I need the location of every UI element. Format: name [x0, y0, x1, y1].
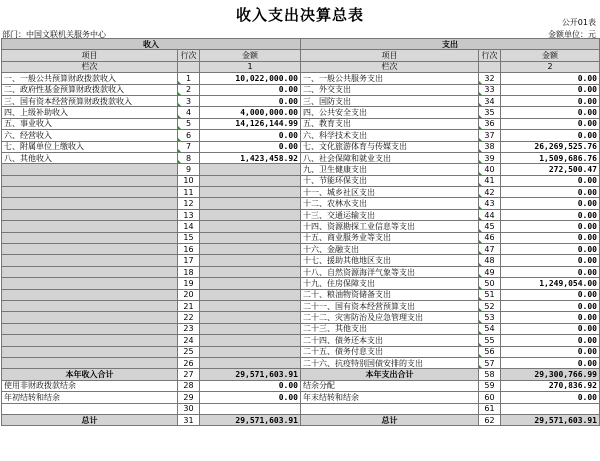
expense-column-blank: [479, 61, 501, 72]
income-row-number: 20: [178, 289, 200, 300]
expense-total-row-number: 62: [479, 414, 501, 425]
income-row-number: 26: [178, 357, 200, 368]
table-row: [2, 300, 600, 311]
table-row: [2, 141, 600, 152]
expense-total-item: 总计: [301, 414, 479, 425]
expense-item: 二、外交支出: [301, 84, 479, 95]
table-row: [2, 266, 600, 277]
income-row-number: 3: [178, 95, 200, 106]
income-item: [2, 300, 178, 311]
income-amount: [200, 346, 301, 357]
income-item: 七、附属单位上缴收入: [2, 141, 178, 152]
income-column-number: 1: [200, 61, 301, 72]
income-amount: [200, 187, 301, 198]
income-total-row-number: 27: [178, 369, 200, 380]
expense-amount: 0.00: [501, 335, 600, 346]
expense-amount: 0.00: [501, 357, 600, 368]
income-amount: 14,126,144.99: [200, 118, 301, 129]
expense-item: 二十三、其他支出: [301, 323, 479, 334]
expense-item: 一、一般公共服务支出: [301, 73, 479, 84]
expense-amount: 0.00: [501, 95, 600, 106]
expense-row-number: 39: [479, 152, 501, 163]
expense-amount: 1,249,054.00: [501, 278, 600, 289]
income-amount: [200, 198, 301, 209]
income-amount: 4,000,000.00: [200, 107, 301, 118]
total-row: [2, 369, 600, 380]
income-row-number: 16: [178, 244, 200, 255]
table-row: [2, 221, 600, 232]
income-amount: [200, 289, 301, 300]
expense-row-number: 53: [479, 312, 501, 323]
income-amount: [200, 164, 301, 175]
income-row-number: 15: [178, 232, 200, 243]
total-row: [2, 403, 600, 414]
income-total-row-number: 31: [178, 414, 200, 425]
expense-amount: 0.00: [501, 84, 600, 95]
income-total-item: [2, 403, 178, 414]
expense-total-item: 结余分配: [301, 380, 479, 391]
income-row-number: 14: [178, 221, 200, 232]
income-item: [2, 232, 178, 243]
expense-total-item: 本年支出合计: [301, 369, 479, 380]
table-row: [2, 73, 600, 84]
expense-amount: 0.00: [501, 323, 600, 334]
expense-item: 十四、资源勘探工业信息等支出: [301, 221, 479, 232]
expense-amount: 0.00: [501, 198, 600, 209]
expense-row-number: 33: [479, 84, 501, 95]
expense-amount: 0.00: [501, 300, 600, 311]
expense-item: 二十五、债务付息支出: [301, 346, 479, 357]
expense-row-number: 34: [479, 95, 501, 106]
expense-item: 十三、交通运输支出: [301, 209, 479, 220]
expense-item: 十五、商业服务业等支出: [301, 232, 479, 243]
income-amount: [200, 312, 301, 323]
income-item: 六、经营收入: [2, 130, 178, 141]
table-row: [2, 130, 600, 141]
expense-item: 五、教育支出: [301, 118, 479, 129]
table-row: [2, 232, 600, 243]
income-row-number: 13: [178, 209, 200, 220]
income-row-number: 12: [178, 198, 200, 209]
income-amount: [200, 244, 301, 255]
expense-row-header: 行次: [479, 50, 501, 61]
table-row: [2, 95, 600, 106]
expense-amount-header: 金额: [501, 50, 600, 61]
table-row: [2, 244, 600, 255]
income-total-row-number: 28: [178, 380, 200, 391]
income-total-amount: 0.00: [200, 392, 301, 403]
income-total-row-number: 29: [178, 392, 200, 403]
expense-amount: 0.00: [501, 289, 600, 300]
expense-row-number: 48: [479, 255, 501, 266]
expense-row-number: 42: [479, 187, 501, 198]
expense-item: 七、文化旅游体育与传媒支出: [301, 141, 479, 152]
income-row-number: 24: [178, 335, 200, 346]
expense-row-number: 56: [479, 346, 501, 357]
income-row-number: 23: [178, 323, 200, 334]
report-title: 收入支出决算总表: [235, 6, 364, 24]
income-amount: 10,022,000.00: [200, 73, 301, 84]
expense-total-item: [301, 403, 479, 414]
expense-amount: 0.00: [501, 73, 600, 84]
income-row-number: 8: [178, 152, 200, 163]
expense-row-number: 51: [479, 289, 501, 300]
income-total-amount: 29,571,603.91: [200, 414, 301, 425]
expense-item-header: 项目: [301, 50, 479, 61]
income-total-amount: 29,571,603.91: [200, 369, 301, 380]
expense-row-number: 43: [479, 198, 501, 209]
table-row: [2, 278, 600, 289]
expense-amount: 26,269,525.76: [501, 141, 600, 152]
income-item: [2, 335, 178, 346]
expense-total-amount: 270,836.92: [501, 380, 600, 391]
income-amount: [200, 175, 301, 186]
expense-item: 九、卫生健康支出: [301, 164, 479, 175]
expense-item: 十七、援助其他地区支出: [301, 255, 479, 266]
income-row-number: 22: [178, 312, 200, 323]
total-row: [2, 392, 600, 403]
income-amount: 1,423,458.92: [200, 152, 301, 163]
table-row: [2, 357, 600, 368]
income-column-label: 栏次: [2, 61, 178, 72]
income-row-number: 6: [178, 130, 200, 141]
income-item: [2, 323, 178, 334]
income-item: 二、政府性基金预算财政拨款收入: [2, 84, 178, 95]
expense-item: 二十、粮油物资储备支出: [301, 289, 479, 300]
income-row-number: 7: [178, 141, 200, 152]
expense-row-number: 45: [479, 221, 501, 232]
expense-amount: 0.00: [501, 175, 600, 186]
table-row: [2, 187, 600, 198]
expense-row-number: 57: [479, 357, 501, 368]
expense-row-number: 32: [479, 73, 501, 84]
income-amount: [200, 335, 301, 346]
income-row-number: 9: [178, 164, 200, 175]
expense-item: 十一、城乡社区支出: [301, 187, 479, 198]
income-item: [2, 221, 178, 232]
income-total-amount: 0.00: [200, 380, 301, 391]
expense-amount: 0.00: [501, 312, 600, 323]
income-row-number: 10: [178, 175, 200, 186]
expense-total-amount: 29,571,603.91: [501, 414, 600, 425]
income-expense-table: [1, 38, 600, 426]
expense-amount: 0.00: [501, 266, 600, 277]
expense-row-number: 36: [479, 118, 501, 129]
expense-item: 十九、住房保障支出: [301, 278, 479, 289]
expense-item: 二十四、债务还本支出: [301, 335, 479, 346]
income-item-header: 项目: [2, 50, 178, 61]
income-item: [2, 278, 178, 289]
income-amount: [200, 278, 301, 289]
expense-column-number: 2: [501, 61, 600, 72]
income-item: [2, 266, 178, 277]
income-item: [2, 175, 178, 186]
income-row-number: 25: [178, 346, 200, 357]
expense-total-amount: 29,300,766.99: [501, 369, 600, 380]
income-item: 三、国有资本经营预算财政拨款收入: [2, 95, 178, 106]
table-row: [2, 107, 600, 118]
expense-total-amount: 0.00: [501, 392, 600, 403]
expense-amount: 0.00: [501, 221, 600, 232]
expense-amount: 0.00: [501, 346, 600, 357]
expense-row-number: 46: [479, 232, 501, 243]
income-item: 一、一般公共预算财政拨款收入: [2, 73, 178, 84]
expense-item: 十八、自然资源海洋气象等支出: [301, 266, 479, 277]
expense-row-number: 49: [479, 266, 501, 277]
expense-amount: 0.00: [501, 209, 600, 220]
expense-item: 十二、农林水支出: [301, 198, 479, 209]
income-amount: 0.00: [200, 95, 301, 106]
table-row: [2, 209, 600, 220]
expense-amount: 0.00: [501, 107, 600, 118]
total-row: [2, 414, 600, 425]
expense-item: 二十二、灾害防治及应急管理支出: [301, 312, 479, 323]
income-amount-header: 金额: [200, 50, 301, 61]
table-body: [2, 73, 600, 369]
income-item: 八、其他收入: [2, 152, 178, 163]
income-amount: [200, 221, 301, 232]
unit-label: 金额单位：元: [548, 30, 596, 39]
income-amount: [200, 209, 301, 220]
income-amount: [200, 266, 301, 277]
table-row: [2, 289, 600, 300]
income-item: [2, 164, 178, 175]
income-amount: [200, 323, 301, 334]
expense-row-number: 41: [479, 175, 501, 186]
expense-row-number: 38: [479, 141, 501, 152]
table-row: [2, 335, 600, 346]
expense-total-row-number: 61: [479, 403, 501, 414]
income-header: 收入: [2, 39, 301, 50]
income-total-item: 总计: [2, 414, 178, 425]
expense-row-number: 55: [479, 335, 501, 346]
table-row: [2, 198, 600, 209]
income-total-amount: [200, 403, 301, 414]
expense-item: 八、社会保障和就业支出: [301, 152, 479, 163]
expense-amount: 0.00: [501, 187, 600, 198]
income-item: 四、上级补助收入: [2, 107, 178, 118]
income-item: [2, 346, 178, 357]
income-amount: 0.00: [200, 84, 301, 95]
expense-item: 二十六、抗疫特别国债安排的支出: [301, 357, 479, 368]
expense-amount: 272,500.47: [501, 164, 600, 175]
expense-total-row-number: 58: [479, 369, 501, 380]
expense-row-number: 35: [479, 107, 501, 118]
expense-total-row-number: 60: [479, 392, 501, 403]
table-row: [2, 175, 600, 186]
income-item: 五、事业收入: [2, 118, 178, 129]
income-row-number: 19: [178, 278, 200, 289]
income-row-number: 2: [178, 84, 200, 95]
expense-column-label: 栏次: [301, 61, 479, 72]
department-label: 部门：中国文联机关服务中心: [2, 30, 106, 39]
expense-row-number: 40: [479, 164, 501, 175]
income-row-number: 1: [178, 73, 200, 84]
expense-row-number: 47: [479, 244, 501, 255]
expense-header: 支出: [301, 39, 600, 50]
income-row-number: 11: [178, 187, 200, 198]
income-item: [2, 187, 178, 198]
income-amount: [200, 232, 301, 243]
expense-amount: 1,509,686.76: [501, 152, 600, 163]
expense-item: 六、科学技术支出: [301, 130, 479, 141]
income-amount: 0.00: [200, 141, 301, 152]
expense-row-number: 52: [479, 300, 501, 311]
income-row-header: 行次: [178, 50, 200, 61]
income-item: [2, 198, 178, 209]
form-code: 公开01表: [561, 18, 596, 27]
expense-total-amount: [501, 403, 600, 414]
table-row: [2, 346, 600, 357]
table-row: [2, 312, 600, 323]
table-totals: [2, 369, 600, 426]
expense-amount: 0.00: [501, 118, 600, 129]
income-amount: [200, 255, 301, 266]
income-item: [2, 289, 178, 300]
income-item: [2, 244, 178, 255]
income-total-item: 年初结转和结余: [2, 392, 178, 403]
expense-amount: 0.00: [501, 232, 600, 243]
income-row-number: 21: [178, 300, 200, 311]
income-item: [2, 209, 178, 220]
expense-total-item: 年末结转和结余: [301, 392, 479, 403]
expense-row-number: 44: [479, 209, 501, 220]
income-total-row-number: 30: [178, 403, 200, 414]
expense-row-number: 54: [479, 323, 501, 334]
table-row: [2, 152, 600, 163]
expense-row-number: 37: [479, 130, 501, 141]
table-row: [2, 255, 600, 266]
income-item: [2, 255, 178, 266]
table-row: [2, 118, 600, 129]
table-row: [2, 164, 600, 175]
income-row-number: 4: [178, 107, 200, 118]
expense-amount: 0.00: [501, 130, 600, 141]
income-item: [2, 312, 178, 323]
expense-item: 三、国防支出: [301, 95, 479, 106]
expense-item: 十六、金融支出: [301, 244, 479, 255]
expense-amount: 0.00: [501, 255, 600, 266]
income-item: [2, 357, 178, 368]
income-total-item: 使用非财政拨款结余: [2, 380, 178, 391]
expense-item: 二十一、国有资本经营预算支出: [301, 300, 479, 311]
income-total-item: 本年收入合计: [2, 369, 178, 380]
expense-item: 四、公共安全支出: [301, 107, 479, 118]
expense-row-number: 50: [479, 278, 501, 289]
table-row: [2, 323, 600, 334]
expense-item: 十、节能环保支出: [301, 175, 479, 186]
income-row-number: 17: [178, 255, 200, 266]
income-column-blank: [178, 61, 200, 72]
income-amount: [200, 300, 301, 311]
total-row: [2, 380, 600, 391]
expense-amount: 0.00: [501, 244, 600, 255]
income-amount: [200, 357, 301, 368]
table-row: [2, 84, 600, 95]
income-amount: 0.00: [200, 130, 301, 141]
income-row-number: 18: [178, 266, 200, 277]
expense-total-row-number: 59: [479, 380, 501, 391]
income-row-number: 5: [178, 118, 200, 129]
